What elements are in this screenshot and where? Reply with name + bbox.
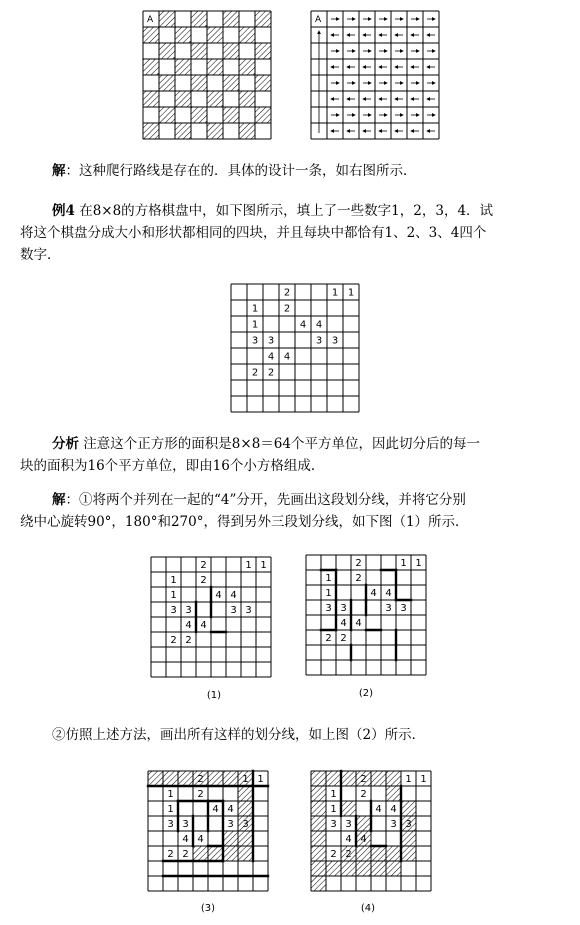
hatched-cell <box>311 876 326 891</box>
example-4-line-2: 将这个棋盘分成大小和形状都相同的四块，并且每块中都恰有1、2、3、4四个 <box>20 225 487 241</box>
hatched-cell <box>207 27 223 43</box>
cell-number: 2 <box>330 849 337 860</box>
figure-3 <box>147 770 275 898</box>
cell-number: 3 <box>242 819 249 830</box>
cell-number: 1 <box>170 575 177 586</box>
hatched-cell <box>238 801 253 816</box>
corner-label-a: A <box>315 15 322 25</box>
hatched-cell <box>178 771 193 786</box>
chessboard-route <box>310 10 442 140</box>
cell-number: 1 <box>167 789 174 800</box>
analysis <box>20 433 572 477</box>
cell-number: 3 <box>345 819 352 830</box>
cell-number: 1 <box>251 319 259 331</box>
cell-number: 2 <box>182 849 189 860</box>
cell-number: 4 <box>185 620 192 631</box>
cell-number: 2 <box>360 774 367 785</box>
cell-number: 3 <box>400 603 407 614</box>
caption-4: (4) <box>360 903 376 914</box>
cell-number: 1 <box>415 558 422 569</box>
hatched-cell <box>159 11 175 27</box>
cell-number: 1 <box>420 774 427 785</box>
solution-2-line-2: 绕中心旋转90°，180°和270°，得到另外三段划分线，如下图（1）所示． <box>20 514 469 530</box>
hatched-cell <box>341 861 356 876</box>
hatched-cell <box>311 846 326 861</box>
cell-number: 2 <box>170 635 177 646</box>
hatched-cell <box>255 11 271 27</box>
cell-number: 3 <box>267 335 275 347</box>
cell-number: 3 <box>340 603 347 614</box>
figure-1-svg <box>150 556 278 684</box>
hatched-cell <box>207 59 223 75</box>
cell-number: 3 <box>245 605 252 616</box>
cell-number: 4 <box>370 588 377 599</box>
hatched-cell <box>401 846 416 861</box>
cell-number: 1 <box>347 287 355 299</box>
cell-number: 3 <box>325 603 332 614</box>
hatched-cell <box>143 59 159 75</box>
hatched-cell <box>159 43 175 59</box>
cell-number: 4 <box>283 351 291 363</box>
cell-number: 1 <box>325 588 332 599</box>
cell-number: 4 <box>340 618 347 629</box>
hatched-cell <box>163 771 178 786</box>
hatched-cell <box>191 107 207 123</box>
cell-number: 2 <box>360 789 367 800</box>
hatched-cell <box>239 59 255 75</box>
hatched-cell <box>239 27 255 43</box>
hatched-cell <box>326 771 341 786</box>
hatched-cell <box>191 43 207 59</box>
analysis-line-1: 注意这个正方形的面积是8×8＝64个平方单位，因此切分后的每一 <box>79 436 480 452</box>
cell-number: 2 <box>283 303 291 315</box>
cell-number: 3 <box>167 819 174 830</box>
hatched-cell <box>255 43 271 59</box>
hatched-cell <box>239 123 255 139</box>
hatched-cell <box>255 107 271 123</box>
cell-number: 2 <box>283 287 291 299</box>
hatched-cell <box>223 75 239 91</box>
cell-number: 1 <box>330 804 337 815</box>
caption-1: (1) <box>206 690 222 701</box>
cell-number: 4 <box>197 834 204 845</box>
number-grid-main <box>230 283 360 413</box>
cell-number: 4 <box>375 804 382 815</box>
cell-number: 2 <box>355 573 362 584</box>
cell-number: 4 <box>267 351 275 363</box>
cell-number: 4 <box>227 804 234 815</box>
cell-number: 1 <box>242 774 249 785</box>
cell-number: 1 <box>260 560 267 571</box>
solution-2-label: 解 <box>52 492 66 508</box>
cell-number: 3 <box>385 603 392 614</box>
hatched-cell <box>175 91 191 107</box>
caption-3: (3) <box>200 903 216 914</box>
cell-number: 3 <box>390 819 397 830</box>
hatched-cell <box>223 107 239 123</box>
cell-number: 3 <box>185 605 192 616</box>
hatched-cell <box>223 846 238 861</box>
hatched-cell <box>223 43 239 59</box>
hatched-cell <box>208 846 223 861</box>
solution-2-line-1: ：①将两个并列在一起的“4”分开，先画出这段划分线，并将它分别 <box>65 492 466 508</box>
hatched-cell <box>159 107 175 123</box>
hatched-cell <box>208 771 223 786</box>
hatched-cell <box>311 816 326 831</box>
example-4-line-1: 在8×8的方格棋盘中，如下图所示，填上了一些数字1，2，3，4．试 <box>74 203 494 219</box>
cell-number: 3 <box>251 335 259 347</box>
hatched-cell <box>239 91 255 107</box>
cell-number: 4 <box>299 319 307 331</box>
cell-number: 1 <box>245 560 252 571</box>
hatched-cell <box>207 91 223 107</box>
solution-1 <box>52 160 417 182</box>
hatched-cell <box>326 861 341 876</box>
corner-label-a: A <box>147 15 154 25</box>
hatched-cell <box>255 75 271 91</box>
hatched-cell <box>223 831 238 846</box>
cell-number: 3 <box>405 819 412 830</box>
cell-number: 3 <box>182 819 189 830</box>
hatched-cell <box>175 59 191 75</box>
hatched-cell <box>401 801 416 816</box>
cell-number: 1 <box>251 303 259 315</box>
cell-number: 1 <box>330 789 337 800</box>
cell-number: 3 <box>227 819 234 830</box>
cell-number: 3 <box>230 605 237 616</box>
hatched-cell <box>223 11 239 27</box>
figure-1 <box>150 556 278 684</box>
example-4-line-3: 数字． <box>20 247 61 263</box>
solution-2 <box>20 489 572 533</box>
hatched-cell <box>143 91 159 107</box>
cell-number: 2 <box>355 558 362 569</box>
cell-number: 1 <box>400 558 407 569</box>
cell-number: 4 <box>385 588 392 599</box>
cell-number: 1 <box>170 590 177 601</box>
cell-number: 1 <box>405 774 412 785</box>
hatched-cell <box>238 846 253 861</box>
cell-number: 2 <box>251 367 259 379</box>
hatched-cell <box>238 831 253 846</box>
example-4 <box>20 200 572 266</box>
analysis-line-2: 块的面积为16个平方单位，即由16个小方格组成． <box>20 458 325 474</box>
cell-number: 2 <box>340 633 347 644</box>
cell-number: 4 <box>390 804 397 815</box>
hatched-cell <box>191 75 207 91</box>
cell-number: 4 <box>355 618 362 629</box>
figure-4-svg <box>310 770 438 898</box>
cell-number: 2 <box>345 849 352 860</box>
hatched-cell <box>143 27 159 43</box>
cell-number: 4 <box>230 590 237 601</box>
cell-number: 2 <box>185 635 192 646</box>
hatched-cell <box>311 831 326 846</box>
hatched-cell <box>356 846 371 861</box>
hatched-cell <box>386 861 401 876</box>
hatched-cell <box>191 11 207 27</box>
chessboard-hatched <box>142 10 274 140</box>
cell-number: 3 <box>330 819 337 830</box>
step-2-text: ②仿照上述方法，画出所有这样的划分线，如上图（2）所示． <box>52 727 426 743</box>
hatched-cell <box>341 801 356 816</box>
hatched-cell <box>386 786 401 801</box>
cell-number: 4 <box>360 834 367 845</box>
cell-number: 2 <box>197 789 204 800</box>
hatched-cell <box>223 771 238 786</box>
cell-number: 4 <box>315 319 323 331</box>
hatched-cell <box>238 786 253 801</box>
cell-number: 1 <box>331 287 339 299</box>
hatched-cell <box>341 771 356 786</box>
cell-number: 2 <box>197 774 204 785</box>
hatched-cell <box>386 771 401 786</box>
solution-1-body: ：这种爬行路线是存在的．具体的设计一条，如右图所示． <box>65 163 417 179</box>
hatched-cell <box>311 786 326 801</box>
hatched-cell <box>356 816 371 831</box>
cell-number: 2 <box>267 367 275 379</box>
cell-number: 4 <box>215 590 222 601</box>
hatched-cell <box>175 27 191 43</box>
cell-number: 4 <box>345 834 352 845</box>
example-4-label: 例4 <box>52 203 75 219</box>
hatched-cell <box>371 771 386 786</box>
hatched-cell <box>371 846 386 861</box>
hatched-cell <box>401 831 416 846</box>
chessboard-svg <box>142 10 274 140</box>
hatched-cell <box>311 771 326 786</box>
cell-number: 4 <box>212 804 219 815</box>
step-2 <box>52 724 425 746</box>
analysis-label: 分析 <box>52 436 79 452</box>
hatched-cell <box>207 123 223 139</box>
hatched-cell <box>143 123 159 139</box>
hatched-cell <box>193 846 208 861</box>
figure-3-svg <box>147 770 275 898</box>
figure-2 <box>305 554 433 682</box>
cell-number: 1 <box>325 573 332 584</box>
cell-number: 4 <box>182 834 189 845</box>
cell-number: 2 <box>325 633 332 644</box>
hatched-cell <box>356 861 371 876</box>
number-grid-main-svg <box>230 283 360 413</box>
cell-number: 3 <box>331 335 339 347</box>
cell-number: 1 <box>257 774 264 785</box>
cell-number: 2 <box>167 849 174 860</box>
hatched-cell <box>311 861 326 876</box>
hatched-cell <box>175 123 191 139</box>
hatched-cell <box>311 801 326 816</box>
figure-2-svg <box>305 554 433 682</box>
hatched-cell <box>386 846 401 861</box>
cell-number: 3 <box>170 605 177 616</box>
figure-4 <box>310 770 438 898</box>
hatched-cell <box>148 771 163 786</box>
hatched-cell <box>371 861 386 876</box>
route-svg <box>310 10 442 140</box>
caption-2: (2) <box>358 688 374 699</box>
cell-number: 2 <box>200 575 207 586</box>
cell-number: 4 <box>200 620 207 631</box>
cell-number: 3 <box>315 335 323 347</box>
hatched-cell <box>159 75 175 91</box>
solution-1-label: 解 <box>52 163 66 179</box>
cell-number: 2 <box>200 560 207 571</box>
cell-number: 1 <box>167 804 174 815</box>
